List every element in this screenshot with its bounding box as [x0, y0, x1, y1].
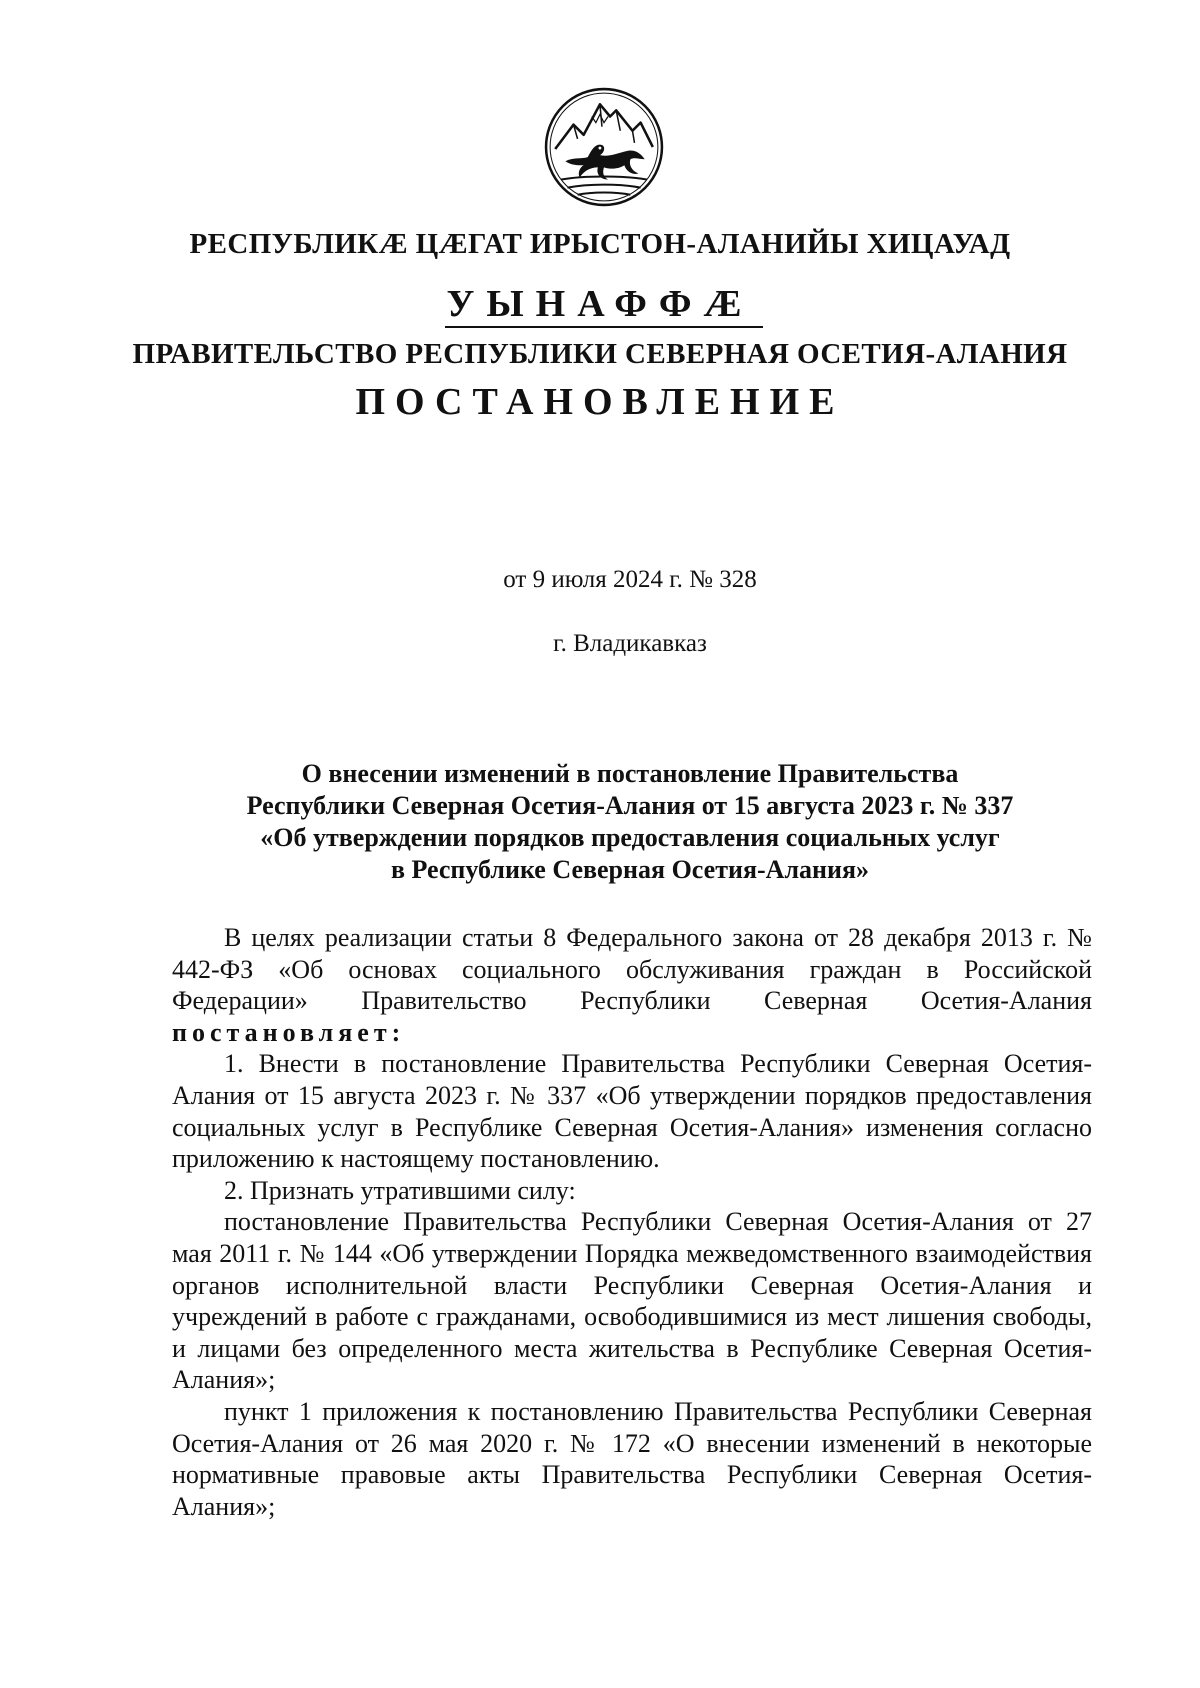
title-line: О внесении изменений в постановление Правительства — [301, 759, 959, 788]
ossetian-document-type: УЫНАФФӔ — [446, 283, 754, 325]
item-2-paragraph: 2. Признать утратившими силу: — [224, 1175, 576, 1205]
preamble-text: В целях реализации статьи 8 Федерального закона от 28 декабря 2013 г. № 442-ФЗ «Об основах социального обслуживания граждан в Российской Федерации» Правительство Республики Северная Осетия-Алания — [172, 923, 1092, 1016]
russian-organization-name: ПРАВИТЕЛЬСТВО РЕСПУБЛИКИ СЕВЕРНАЯ ОСЕТИЯ-АЛАНИЯ — [132, 338, 1068, 370]
header-divider — [445, 326, 763, 328]
ossetian-organization-name: РЕСПУБЛИКӔ ЦӔГАТ ИРЫСТОН-АЛАНИЙЫ ХИЦАУАД — [189, 228, 1011, 260]
item-1-paragraph: 1. Внести в постановление Правительства Республики Северная Осетия-Алания от 15 августа 2023 г. № 337 «Об утверждении порядков предоставления социальных услуг в Республике Северная Осетия-Алания» изменения согласно приложению к настоящему постановлению. — [172, 1049, 1092, 1174]
coat-of-arms-icon — [543, 86, 665, 208]
title-line: в Республике Северная Осетия-Алания» — [390, 855, 870, 884]
document-date-number: от 9 июля 2024 г. № 328 — [503, 566, 757, 593]
item-2b-paragraph: пункт 1 приложения к постановлению Правительства Республики Северная Осетия-Алания от 26 мая 2020 г. № 172 «О внесении изменений в некоторые нормативные правовые акты Правительства Республики Северная Осетия-Алания»; — [172, 1396, 1092, 1521]
russian-document-type: ПОСТАНОВЛЕНИЕ — [355, 381, 845, 423]
preamble-paragraph — [172, 922, 1092, 1048]
document-city: г. Владикавказ — [553, 630, 707, 657]
title-line: «Об утверждении порядков предоставления социальных услуг — [260, 823, 1000, 852]
document-title — [170, 758, 1090, 886]
item-2a-paragraph: постановление Правительства Республики Северная Осетия-Алания от 27 мая 2011 г. № 144 «Об утверждении Порядка межведомственного взаимодействия органов исполнительной власти Республики Северная Осетия-Алания и учреждений в работе с гражданами, освободившимися из мест лишения свободы, и лицами без определенного места жительства в Республике Северная Осетия-Алания»; — [172, 1207, 1092, 1395]
title-line: Республики Северная Осетия-Алания от 15 августа 2023 г. № 337 — [246, 791, 1014, 820]
preamble-verb: постановляет: — [172, 1017, 406, 1047]
document-body — [172, 922, 1092, 1522]
